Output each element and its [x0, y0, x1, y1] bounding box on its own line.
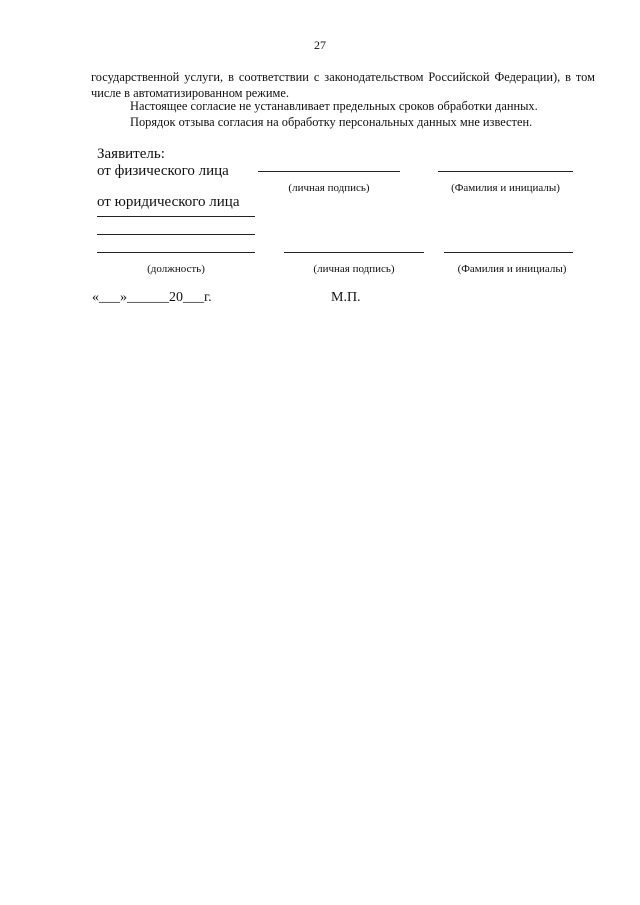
page-number: 27 [314, 38, 326, 52]
legal-name-caption: (Фамилия и инициалы) [457, 263, 567, 275]
stamp-place: М.П. [331, 290, 361, 305]
legal-signature-caption: (личная подпись) [313, 263, 395, 275]
position-line [97, 252, 255, 253]
legal-name-line [444, 252, 573, 253]
individual-label: от физического лица [97, 163, 229, 179]
legal-entity-line-2 [97, 234, 255, 235]
paragraph-consent-end: государственной услуги, в соответствии с законодательством Российской Федерации), в том числе в автоматизированном режиме. [91, 70, 595, 100]
date-line: «___»______20___г. [92, 290, 212, 305]
applicant-heading: Заявитель: [97, 146, 165, 162]
individual-signature-caption: (личная подпись) [288, 182, 370, 194]
paragraph-no-time-limit: Настоящее согласие не устанавливает предельных сроков обработки данных. [130, 99, 538, 113]
legal-entity-line-1 [97, 216, 255, 217]
legal-signature-line [284, 252, 424, 253]
position-caption: (должность) [147, 263, 205, 275]
paragraph-revocation-known: Порядок отзыва согласия на обработку персональных данных мне известен. [130, 115, 533, 129]
individual-name-line [438, 171, 573, 172]
individual-signature-line [258, 171, 400, 172]
individual-name-caption: (Фамилия и инициалы) [451, 182, 560, 194]
legal-entity-label: от юридического лица [97, 194, 240, 210]
